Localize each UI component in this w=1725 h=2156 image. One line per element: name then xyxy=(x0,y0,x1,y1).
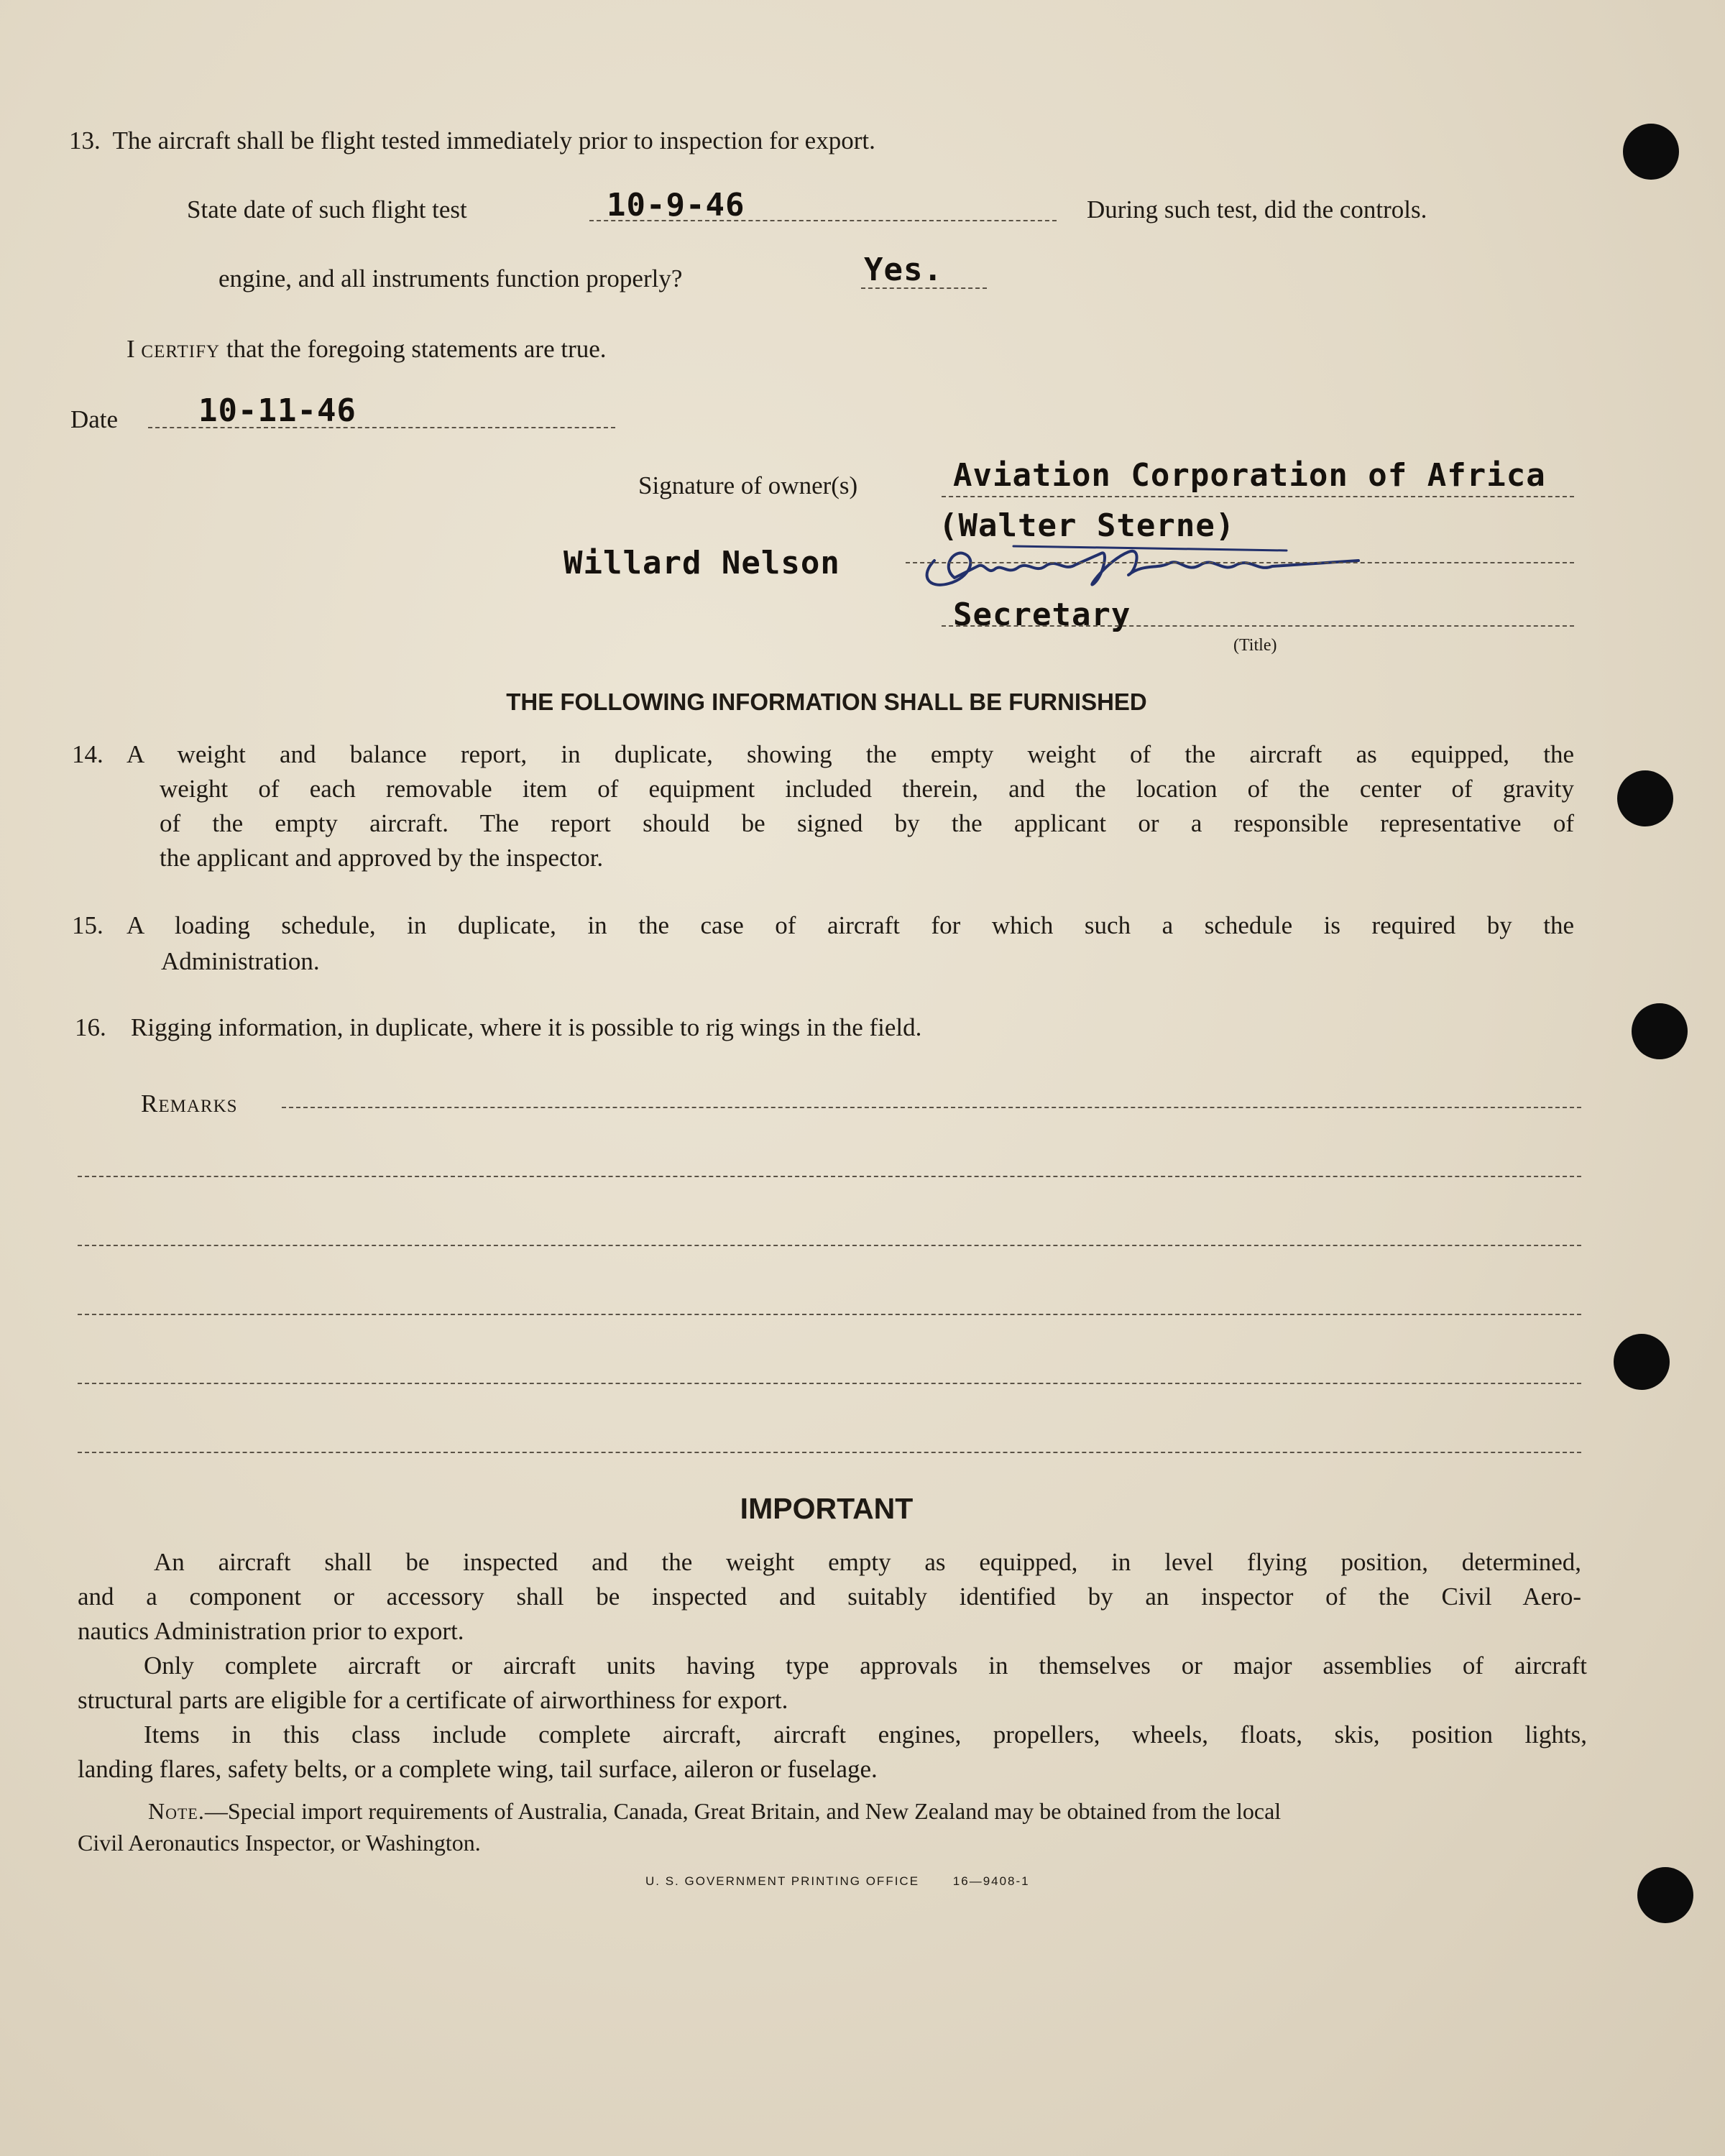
item-14-number: 14. xyxy=(72,740,104,768)
printer-imprint xyxy=(645,1874,1030,1889)
important-p1-line-1: An aircraft shall be inspected and the weight empty as equipped, in level flying position, determined, xyxy=(154,1548,1581,1576)
note-line-1 xyxy=(148,1795,1281,1827)
important-p3-line-1: Items in this class include complete aircraft, aircraft engines, propellers, wheels, floats, skis, position lights, xyxy=(144,1720,1587,1749)
important-p2-line-2: structural parts are eligible for a certificate of airworthiness for export. xyxy=(78,1686,788,1714)
date-value: 10-11-46 xyxy=(198,392,356,429)
title-label: (Title) xyxy=(1233,636,1277,655)
item-16-number: 16. xyxy=(75,1013,106,1041)
item-15-number: 15. xyxy=(72,911,104,939)
form-number: 16—9408-1 xyxy=(952,1874,1030,1888)
signature-label: Signature of owner(s) xyxy=(638,471,858,499)
typed-signer: Willard Nelson xyxy=(564,545,840,581)
item-15-line-2: Administration. xyxy=(161,947,320,975)
certify-prefix: I xyxy=(126,335,135,363)
item-15-line-1: A loading schedule, in duplicate, in the case of aircraft for which such a schedule is required by the xyxy=(126,911,1574,939)
certify-rest: that the foregoing statements are true. xyxy=(226,335,607,363)
punch-hole xyxy=(1617,770,1673,826)
item-13-text: The aircraft shall be flight tested immediately prior to inspection for export. xyxy=(112,126,875,155)
remarks-line xyxy=(78,1452,1581,1453)
signature-line xyxy=(906,562,1574,563)
note-label: Note. xyxy=(148,1798,205,1824)
printer-name: U. S. GOVERNMENT PRINTING OFFICE xyxy=(645,1874,920,1888)
item-14-line-1: A weight and balance report, in duplicate, showing the empty weight of the aircraft as equipped, the xyxy=(126,740,1574,768)
controls-question-1: During such test, did the controls. xyxy=(1087,195,1427,224)
important-p1-line-3: nautics Administration prior to export. xyxy=(78,1617,464,1645)
owner-line xyxy=(942,496,1574,497)
flight-date-value: 10-9-46 xyxy=(607,187,745,224)
remarks-line xyxy=(78,1314,1581,1315)
note-line-2: Civil Aeronautics Inspector, or Washington. xyxy=(78,1830,481,1856)
punch-hole xyxy=(1637,1867,1693,1923)
remarks-line xyxy=(78,1176,1581,1177)
item-16-line-1: Rigging information, in duplicate, where it is possible to rig wings in the field. xyxy=(131,1013,922,1041)
section-heading: THE FOLLOWING INFORMATION SHALL BE FURNISHED xyxy=(506,688,1147,715)
item-14-line-3: of the empty aircraft. The report should be signed by the applicant or a responsible representative of xyxy=(160,809,1574,837)
important-heading: IMPORTANT xyxy=(740,1492,914,1525)
important-p3-line-2: landing flares, safety belts, or a complete wing, tail surface, aileron or fuselage. xyxy=(78,1755,878,1783)
item-13 xyxy=(69,126,875,155)
controls-question-2: engine, and all instruments function properly? xyxy=(218,264,683,292)
title-value: Secretary xyxy=(953,596,1131,633)
remarks-line xyxy=(78,1245,1581,1246)
remarks-label: Remarks xyxy=(141,1089,238,1118)
punch-hole xyxy=(1623,124,1679,180)
item-14-line-4: the applicant and approved by the inspector. xyxy=(160,844,604,872)
certify-statement xyxy=(126,335,607,364)
flight-date-label: State date of such flight test xyxy=(187,195,467,224)
note-text: —Special import requirements of Australia, Canada, Great Britain, and New Zealand may be obtained from the local xyxy=(204,1798,1282,1824)
important-p1-line-2: and a component or accessory shall be inspected and suitably identified by an inspector of the Civil Aero- xyxy=(78,1583,1581,1611)
title-line xyxy=(942,625,1574,627)
punch-hole xyxy=(1632,1003,1688,1059)
item-13-number: 13. xyxy=(69,126,101,155)
certify-word: certify xyxy=(141,335,221,363)
owner-name: Aviation Corporation of Africa xyxy=(953,457,1546,494)
signer-name: (Walter Sterne) xyxy=(939,507,1236,544)
controls-answer: Yes. xyxy=(864,252,943,288)
punch-hole xyxy=(1614,1334,1670,1390)
date-label: Date xyxy=(70,405,119,433)
remarks-line xyxy=(78,1383,1581,1384)
important-p2-line-1: Only complete aircraft or aircraft units having type approvals in themselves or major assemblies of aircraft xyxy=(144,1651,1587,1680)
item-14-line-2: weight of each removable item of equipment included therein, and the location of the center of gravity xyxy=(160,775,1574,803)
handwritten-signature xyxy=(913,532,1373,596)
remarks-line xyxy=(282,1107,1581,1108)
